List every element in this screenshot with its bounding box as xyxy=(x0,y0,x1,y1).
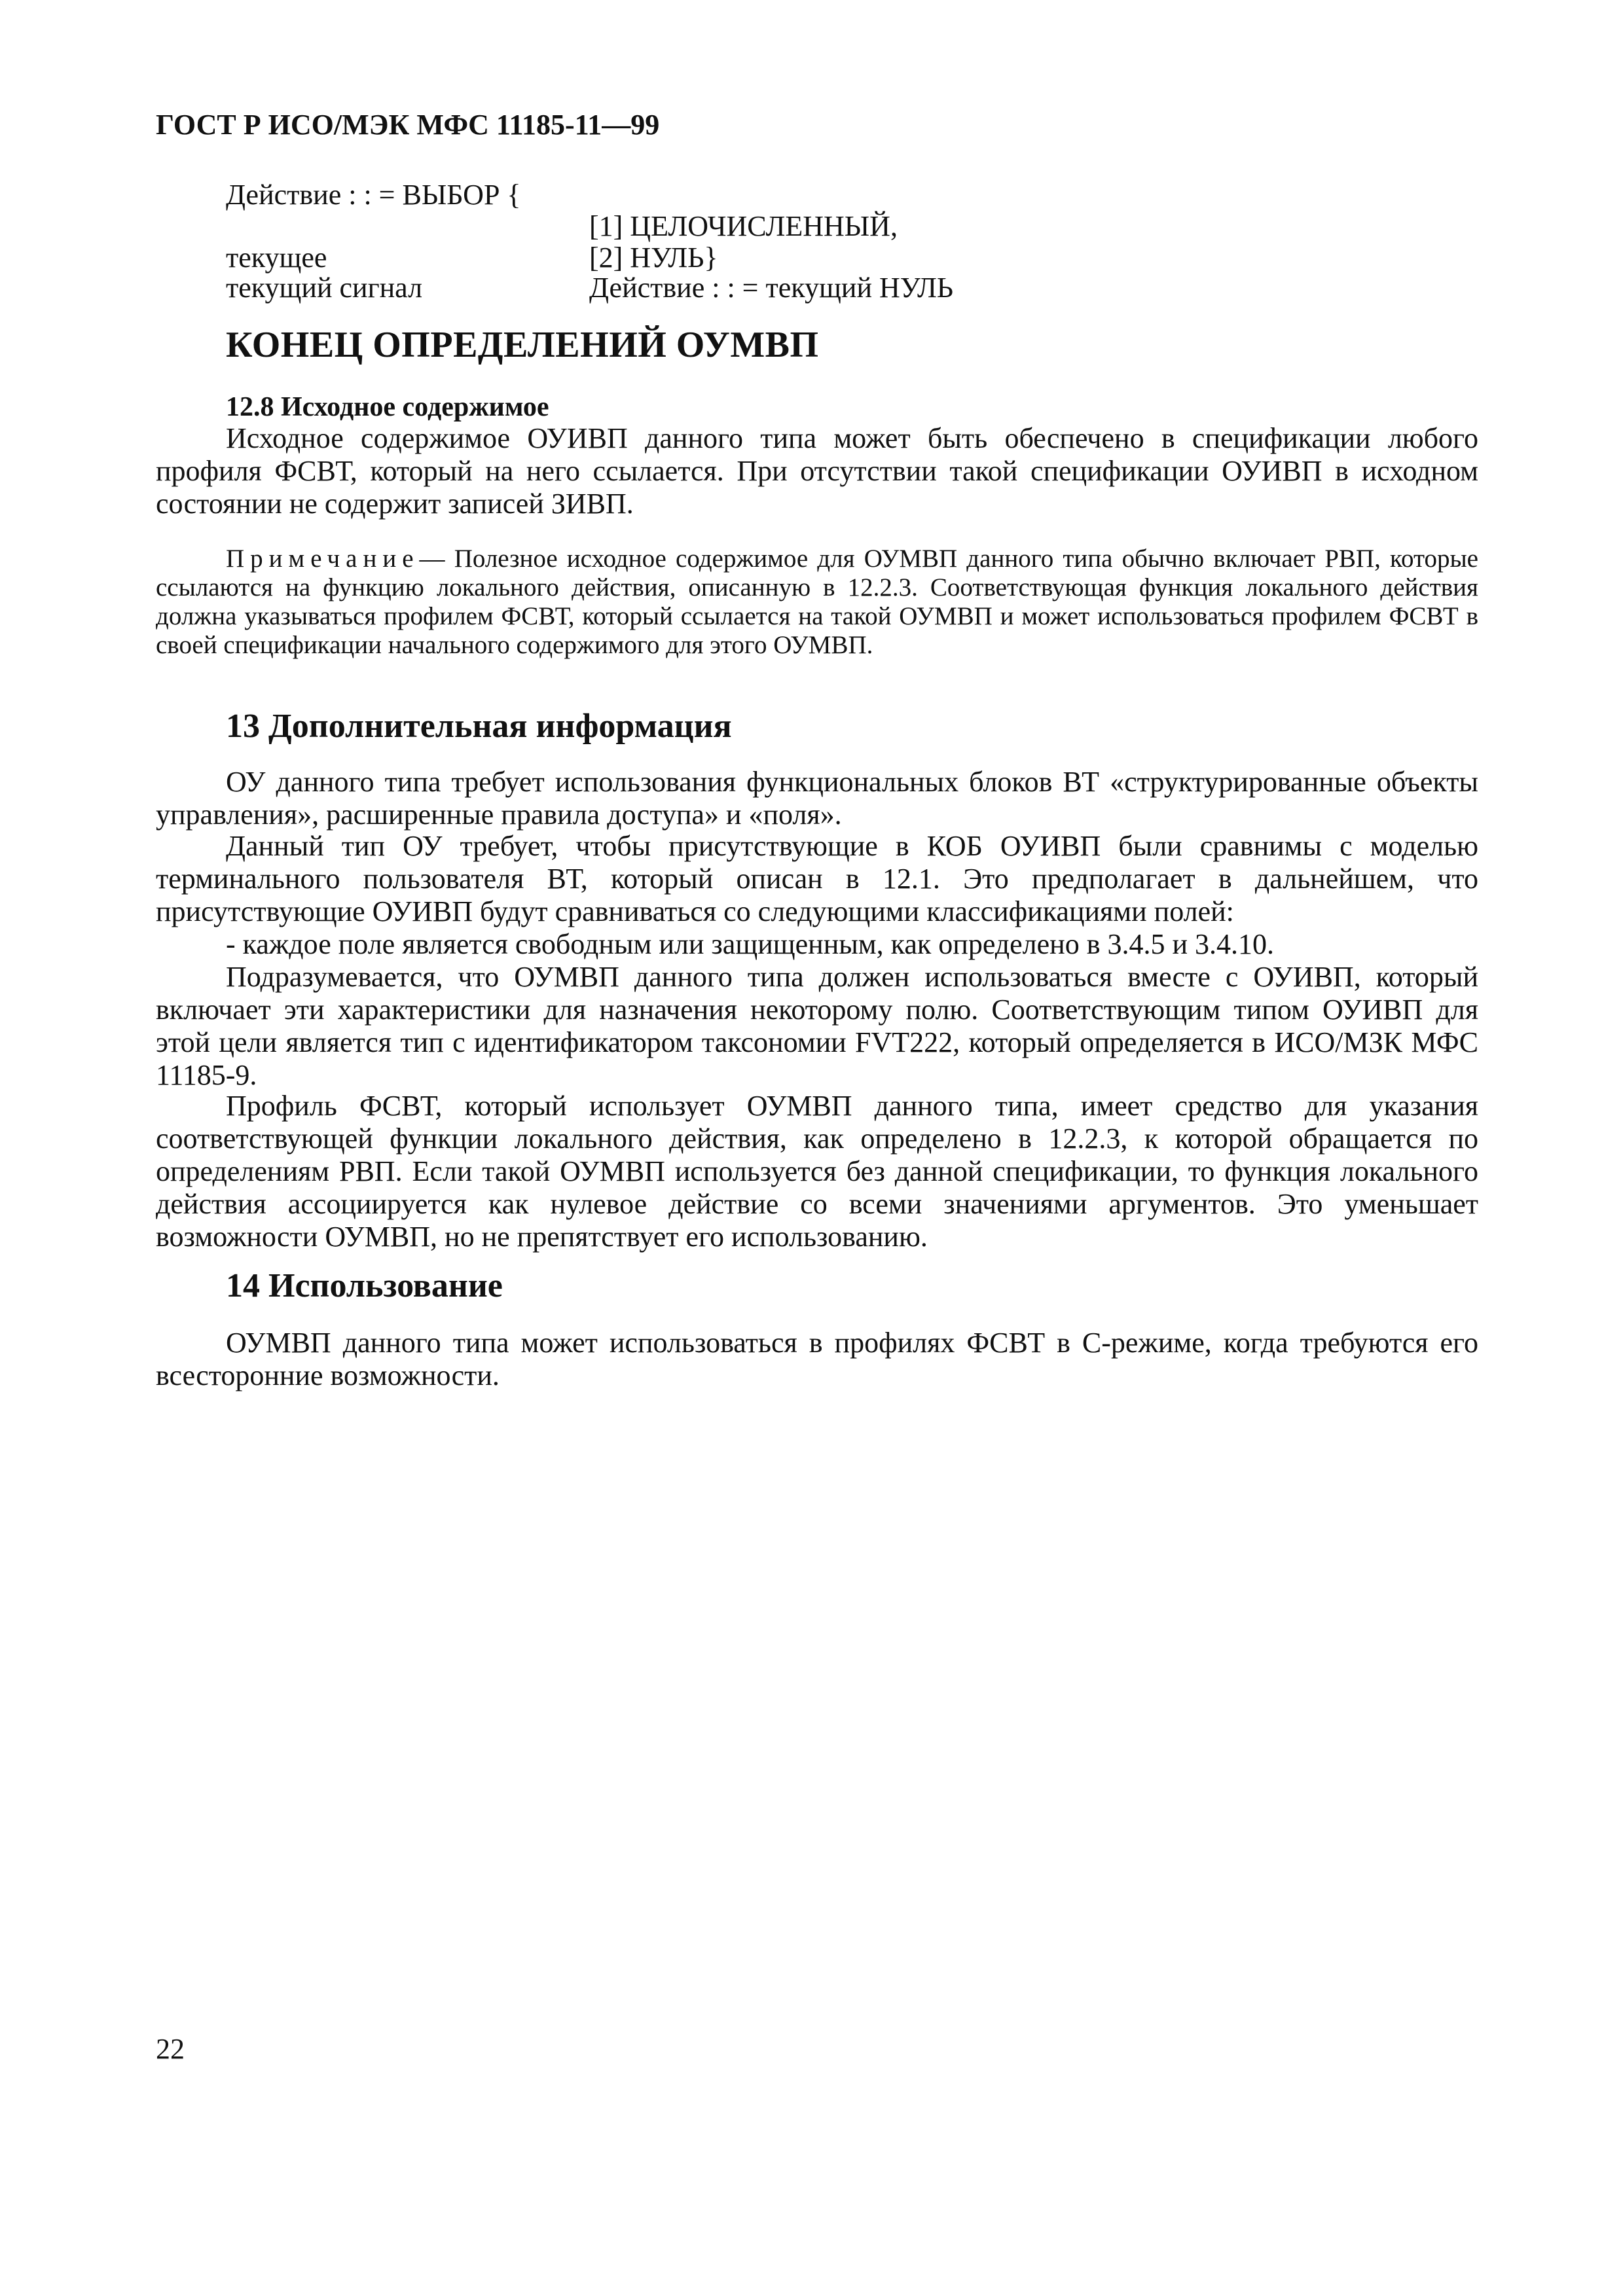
section-13-paragraph-2: Данный тип ОУ требует, чтобы присутствующие в КОБ ОУИВП были сравнимы с моделью терминального пользователя ВТ, который описан в 12.1. Это предполагает в дальнейшем, что присутствующие ОУИВП будут сравниваться со следующими классификациями полей: xyxy=(156,830,1478,927)
end-of-definitions-heading: КОНЕЦ ОПРЕДЕЛЕНИЙ ОУМВП xyxy=(226,325,819,365)
section-12-8-note xyxy=(156,545,1478,660)
definition-action: Действие : : = текущий НУЛЬ xyxy=(589,272,954,304)
definition-label-current: текущее xyxy=(226,242,327,274)
definition-choice-1: [1] ЦЕЛОЧИСЛЕННЫЙ, xyxy=(589,210,898,242)
section-14-paragraph: ОУМВП данного типа может использоваться в профилях ФСВТ в С-режиме, когда требуются его всесторонние возможности. xyxy=(156,1327,1478,1391)
section-13-list-item: - каждое поле является свободным или защищенным, как определено в 3.4.5 и 3.4.10. xyxy=(226,928,1275,960)
note-label: Примечание xyxy=(226,545,420,573)
section-13-paragraph-1: ОУ данного типа требует использования функциональных блоков ВТ «структурированные объекты управления», расширенные правила доступа» и «поля». xyxy=(156,766,1478,831)
section-12-8-title: 12.8 Исходное содержимое xyxy=(226,392,549,422)
note-text: — Полезное исходное содержимое для ОУМВП данного типа обычно включает РВП, которые ссылаются на функцию локального действия, описанную в 12.2.3. Соответствующая функция локального действия должна указываться профилем ФСВТ, который ссылается на такой ОУМВП и может использоваться профилем ФСВТ в своей спецификации начального содержимого для этого ОУМВП. xyxy=(156,545,1478,659)
definition-line-1: Действие : : = ВЫБОР { xyxy=(226,179,521,211)
section-12-8-paragraph: Исходное содержимое ОУИВП данного типа может быть обеспечено в спецификации любого профиля ФСВТ, который на него ссылается. При отсутствии такой спецификации ОУИВП в исходном состоянии не содержит записей ЗИВП. xyxy=(156,422,1478,520)
definition-choice-2: [2] НУЛЬ} xyxy=(589,242,718,274)
section-13-paragraph-4: Профиль ФСВТ, который использует ОУМВП данного типа, имеет средство для указания соответствующей функции локального действия, как определено в 12.2.3, к которой обращается по определениям РВП. Если такой ОУМВП используется без данной спецификации, то функция локального действия ассоциируется как нулевое действие со всеми значениями аргументов. Это уменьшает возможности ОУМВП, но не препятствует его использованию. xyxy=(156,1090,1478,1253)
definition-label-current-signal: текущий сигнал xyxy=(226,272,423,304)
page-number: 22 xyxy=(156,2033,185,2065)
section-13-title: 13 Дополнительная информация xyxy=(226,708,732,745)
section-14-title: 14 Использование xyxy=(226,1267,503,1304)
section-13-paragraph-3: Подразумевается, что ОУМВП данного типа должен использоваться вместе с ОУИВП, который включает эти характеристики для назначения некоторому полю. Соответствующим типом ОУИВП для этой цели является тип с идентификатором таксономии FVT222, который определяется в ИСО/МЗК МФС 11185-9. xyxy=(156,961,1478,1091)
document-header: ГОСТ Р ИСО/МЭК МФС 11185-11—99 xyxy=(156,109,660,141)
